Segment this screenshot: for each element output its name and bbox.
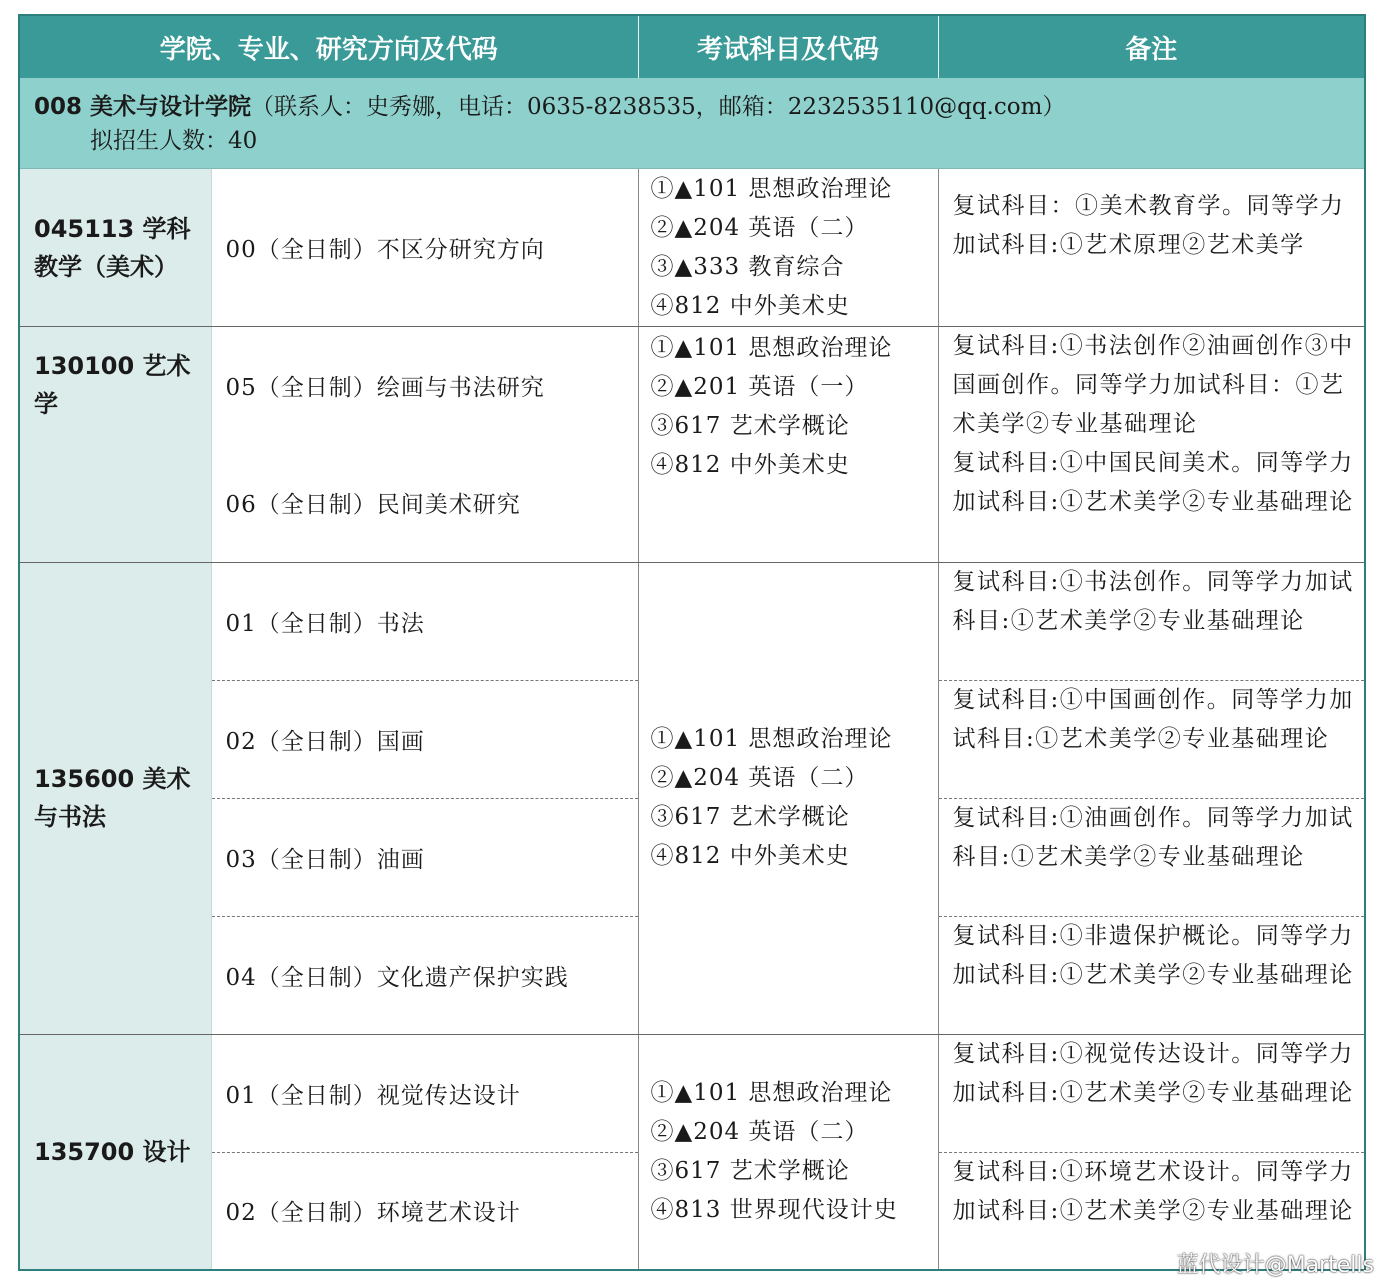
table-row — [19, 1034, 1365, 1152]
enrollment-count: 拟招生人数：40 — [90, 128, 258, 154]
direction-label: 03（全日制）油画 — [211, 798, 638, 916]
exam-item: ①▲101 思想政治理论 — [650, 726, 893, 752]
remark-cell: 复试科目:①中国画创作。同等学力加试科目:①艺术美学②专业基础理论 — [938, 680, 1365, 798]
remark-cell: 复试科目:①非遗保护概论。同等学力加试科目:①艺术美学②专业基础理论 — [938, 916, 1365, 1034]
table-row — [19, 327, 1365, 445]
direction-label: 00（全日制）不区分研究方向 — [211, 169, 638, 327]
exam-item: ②▲204 英语（二） — [650, 1118, 869, 1145]
remark-cell: 复试科目:①中国民间美术。同等学力加试科目:①艺术美学②专业基础理论 — [938, 444, 1365, 562]
remark-cell: 复试科目:①视觉传达设计。同等学力加试科目:①艺术美学②专业基础理论 — [938, 1034, 1365, 1152]
remark-cell: 复试科目:①油画创作。同等学力加试科目:①艺术美学②专业基础理论 — [938, 798, 1365, 916]
remark-cell: 复试科目：①美术教育学。同等学力加试科目:①艺术原理②艺术美学 — [938, 169, 1365, 327]
header-exam-subjects: 考试科目及代码 — [638, 15, 938, 78]
remark-cell: 复试科目:①书法创作。同等学力加试科目:①艺术美学②专业基础理论 — [938, 562, 1365, 680]
header-remarks: 备注 — [938, 15, 1365, 78]
direction-label: 01（全日制）书法 — [211, 562, 638, 680]
header-college-major: 学院、专业、研究方向及代码 — [19, 15, 638, 78]
exam-item: ③617 艺术学概论 — [650, 1157, 850, 1184]
major-name: 135700 设计 — [19, 1034, 211, 1270]
direction-label: 01（全日制）视觉传达设计 — [211, 1034, 638, 1152]
exam-item: ①▲101 思想政治理论 — [650, 175, 893, 202]
table-header-row — [19, 15, 1365, 78]
exam-subjects — [638, 1034, 938, 1270]
table-row — [19, 562, 1365, 680]
exam-subjects — [638, 562, 938, 1034]
direction-label: 06（全日制）民间美术研究 — [211, 444, 638, 562]
exam-item: ①▲101 思想政治理论 — [650, 335, 893, 361]
exam-item: ④813 世界现代设计史 — [650, 1196, 898, 1223]
exam-item: ④812 中外美术史 — [650, 292, 850, 319]
direction-label: 05（全日制）绘画与书法研究 — [211, 327, 638, 445]
table-row — [19, 169, 1365, 327]
major-name: 135600 美术与书法 — [19, 562, 211, 1034]
exam-item: ②▲201 英语（一） — [650, 374, 869, 400]
remark-cell: 复试科目:①环境艺术设计。同等学力加试科目:①艺术美学②专业基础理论 — [938, 1152, 1365, 1270]
exam-item: ②▲204 英语（二） — [650, 214, 869, 241]
major-name: 045113 学科教学（美术） — [19, 169, 211, 327]
exam-item: ②▲204 英语（二） — [650, 765, 869, 791]
exam-subjects — [638, 169, 938, 327]
exam-subjects — [638, 327, 938, 563]
watermark: 蓝代设计@Martells — [1176, 1253, 1374, 1278]
exam-item: ③617 艺术学概论 — [650, 804, 850, 830]
direction-label: 04（全日制）文化遗产保护实践 — [211, 916, 638, 1034]
college-name: 008 美术与设计学院 — [34, 94, 252, 120]
college-row — [19, 78, 1365, 169]
direction-label: 02（全日制）环境艺术设计 — [211, 1152, 638, 1270]
admissions-table-wrapper — [18, 14, 1364, 1271]
exam-item: ④812 中外美术史 — [650, 843, 850, 869]
exam-item: ③▲333 教育综合 — [650, 253, 845, 280]
exam-item: ①▲101 思想政治理论 — [650, 1079, 893, 1106]
college-cell — [19, 78, 1365, 169]
direction-label: 02（全日制）国画 — [211, 680, 638, 798]
exam-item: ③617 艺术学概论 — [650, 413, 850, 439]
admissions-table — [18, 14, 1366, 1271]
exam-item: ④812 中外美术史 — [650, 452, 850, 478]
college-contact: （联系人：史秀娜，电话：0635-8238535，邮箱：2232535110@qq.com） — [251, 94, 1066, 120]
remark-cell: 复试科目:①书法创作②油画创作③中国画创作。同等学力加试科目：①艺术美学②专业基础理论 — [938, 327, 1365, 445]
major-name: 130100 艺术学 — [19, 327, 211, 563]
